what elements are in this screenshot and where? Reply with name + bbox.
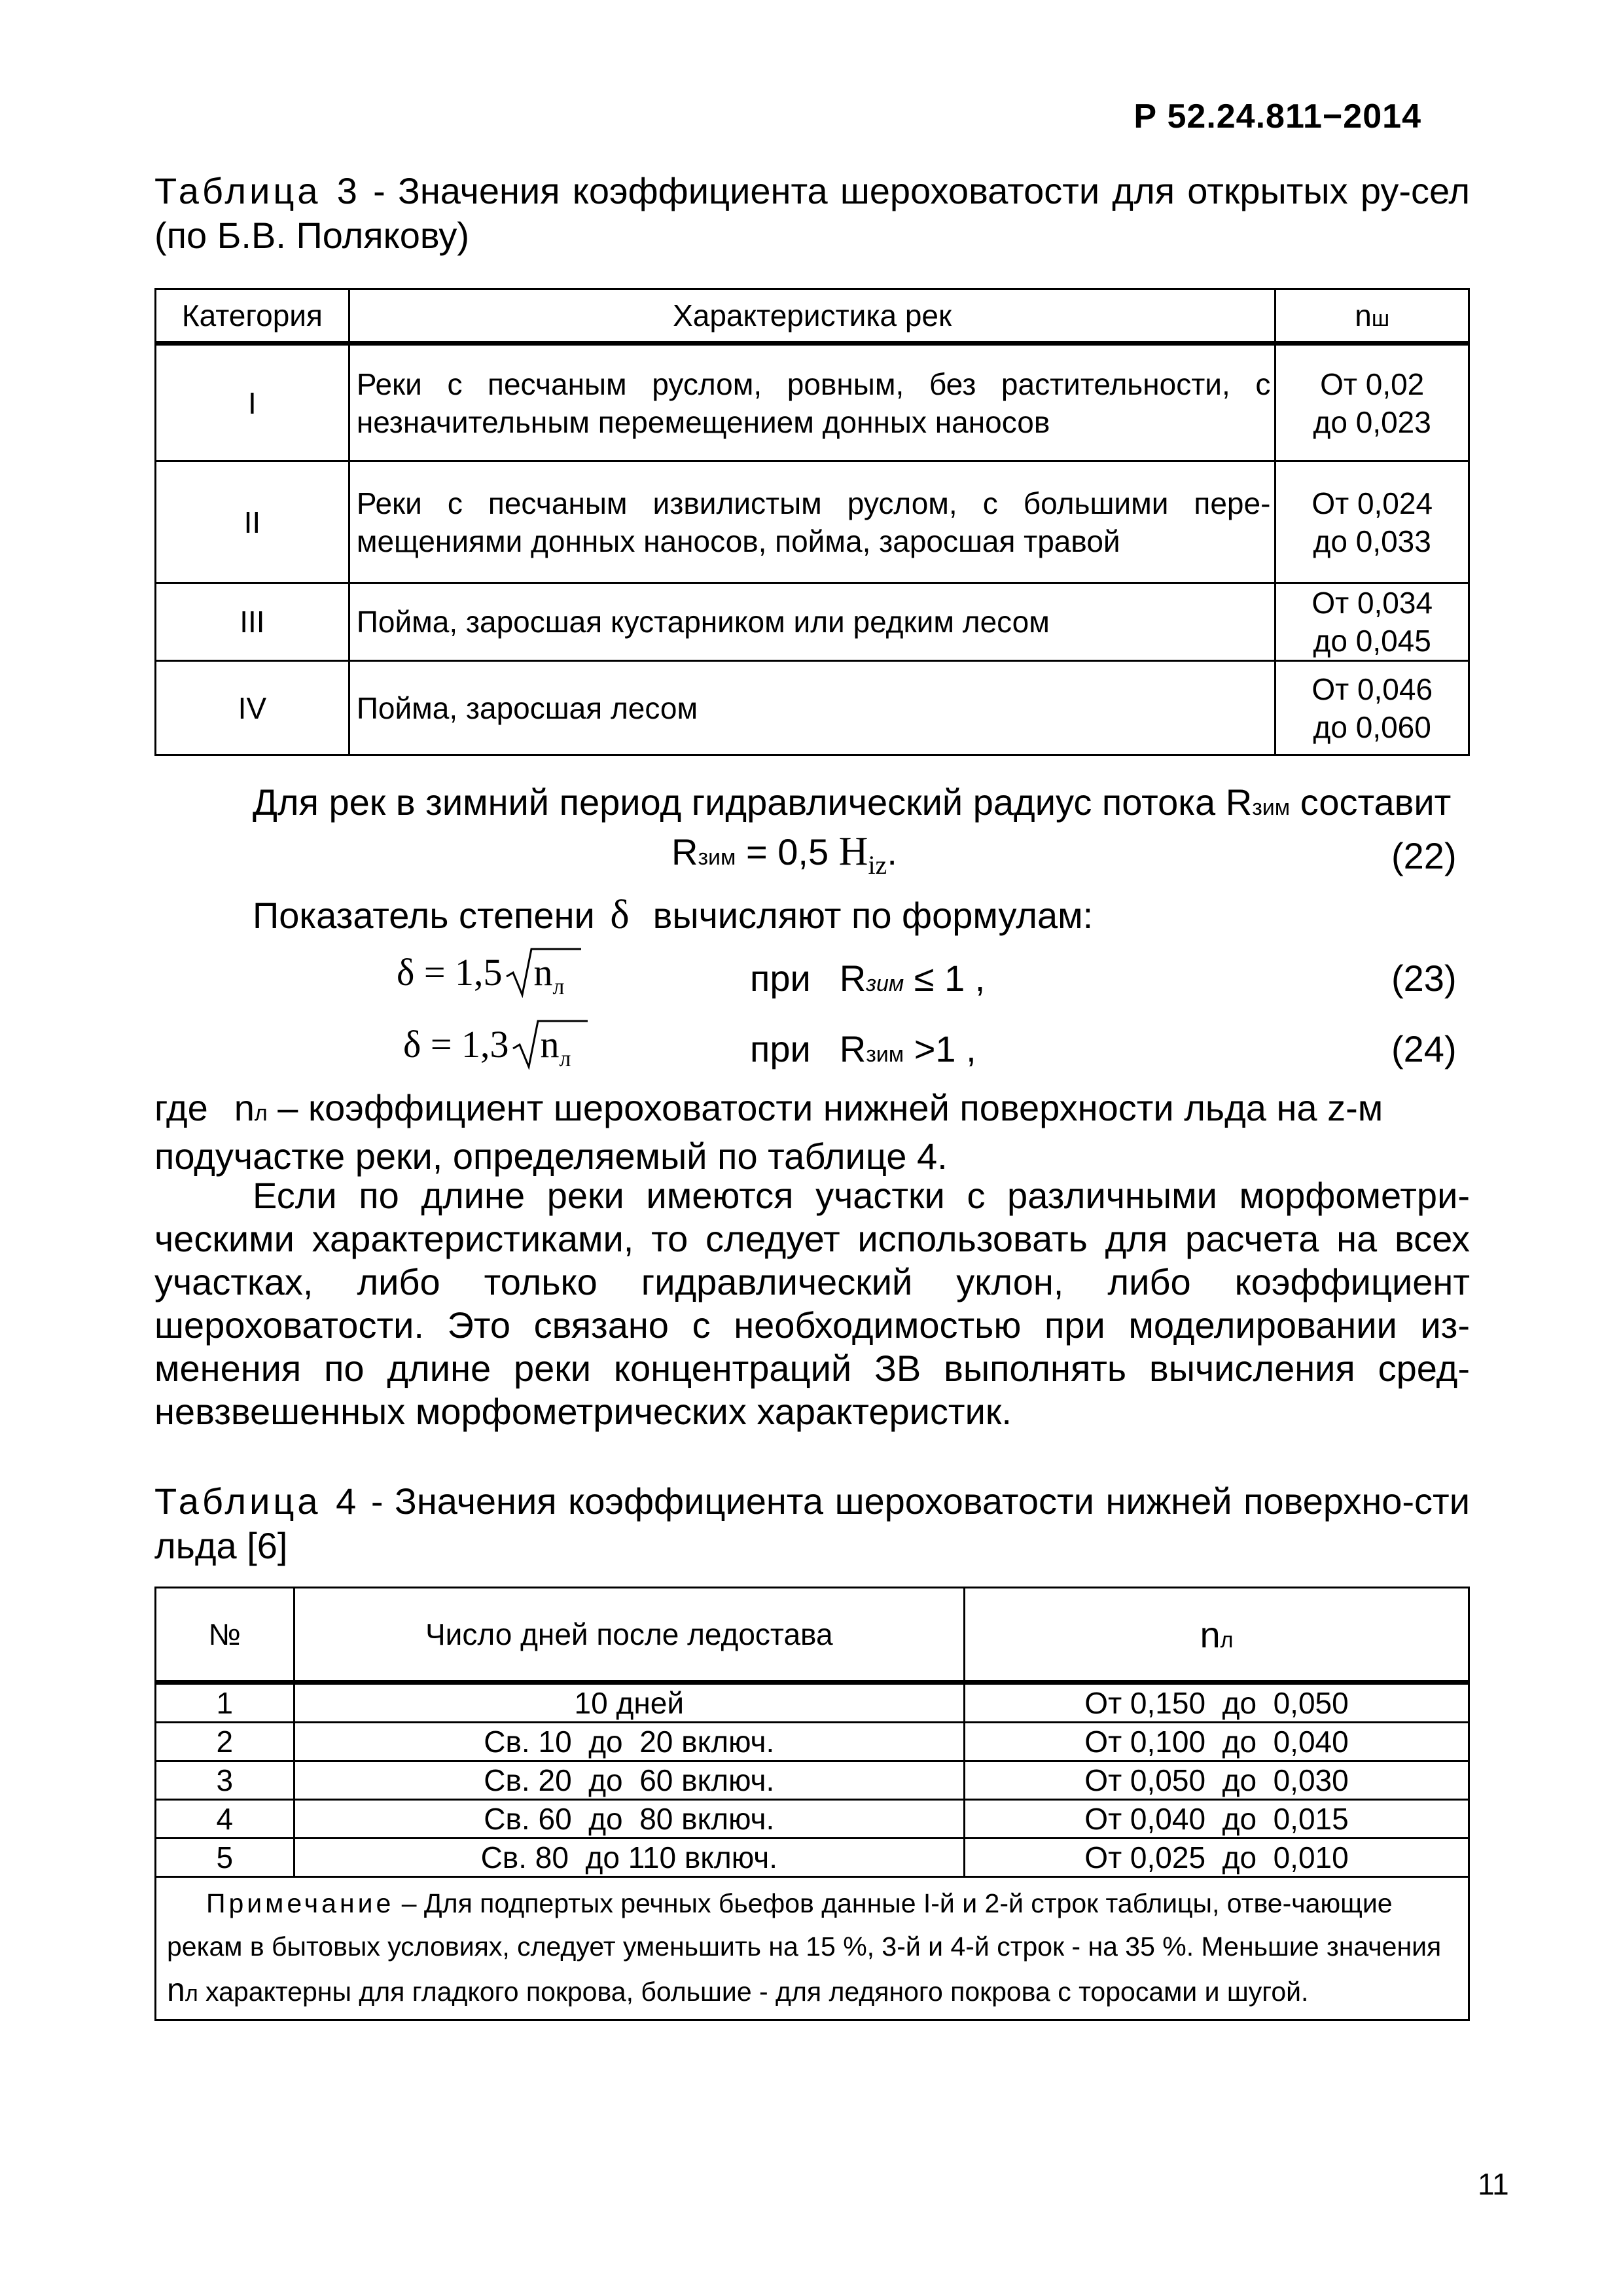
- delta-symbol: δ: [610, 893, 630, 937]
- formula-22-R: R: [671, 831, 698, 872]
- table3-caption-text: - Значения коэффициента шероховатости для открытых ру-сел (по Б.В. Полякову): [154, 170, 1470, 256]
- table3-header-characteristic: Характеристика рек: [349, 289, 1275, 344]
- formula-23-pri: при: [750, 958, 811, 999]
- formula-22-H-subscript: iz: [868, 850, 887, 880]
- table3-category-cell: III: [156, 583, 349, 661]
- formula-23-number: (23): [1391, 958, 1457, 999]
- formula-24-lhs: δ = 1,3: [403, 1023, 509, 1066]
- formula-24-n: n: [540, 1023, 560, 1066]
- formula-23-lhs: δ = 1,5: [397, 951, 503, 994]
- page-number: 11: [1478, 2167, 1509, 2201]
- formula-23-n: n: [533, 951, 553, 994]
- formula-24-pri: при: [750, 1028, 811, 1069]
- where-text2: подучастке реки, определяемый по таблице 4.: [154, 1136, 948, 1177]
- formula-24-n-subscript: л: [559, 1045, 571, 1071]
- table4-days-cell: Св. 60 до 80 включ.: [294, 1800, 964, 1839]
- table4-caption-label: Таблица 4: [154, 1480, 360, 1522]
- delta-intro: [253, 893, 1093, 937]
- where-n-subscript: л: [254, 1101, 268, 1126]
- table4-header-n-symbol: n: [1200, 1613, 1221, 1655]
- table4-caption-text: - Значения коэффициента шероховатости нижней поверхно-сти льда [6]: [154, 1480, 1470, 1566]
- table3-header-n: [1275, 289, 1469, 344]
- table4-header-num: №: [156, 1588, 294, 1683]
- formula-23-R: R: [839, 958, 866, 999]
- formula-24-R-subscript: зим: [866, 1042, 904, 1067]
- formula-24-condition: [750, 1028, 976, 1076]
- table-row: [156, 1761, 1469, 1800]
- sqrt-icon: [505, 946, 565, 1003]
- formula-22-dot: .: [887, 831, 897, 872]
- formula-22-H: H: [838, 829, 868, 874]
- table-row: [156, 1723, 1469, 1761]
- formula-23-condition: [750, 957, 985, 1005]
- formula-23-n-subscript: л: [552, 973, 565, 999]
- formula-22: [671, 830, 897, 879]
- table4-note: [156, 1877, 1469, 2020]
- where-lead: где: [154, 1087, 208, 1128]
- formula-24-number: (24): [1391, 1028, 1457, 1069]
- where-n: n: [234, 1087, 255, 1128]
- formula-intro-tail: составит: [1290, 781, 1452, 823]
- formula-22-R-subscript: зим: [698, 845, 736, 870]
- formula-intro-subscript: зим: [1252, 795, 1291, 820]
- table4-num-cell: 5: [156, 1839, 294, 1877]
- document-number: Р 52.24.811−2014: [1133, 98, 1421, 135]
- formula-22-equals: = 0,5: [736, 831, 839, 872]
- n-to: до 0,023: [1313, 404, 1431, 439]
- n-from: От 0,02: [1320, 367, 1425, 401]
- sqrt-icon: [512, 1018, 571, 1075]
- n-to: до 0,045: [1313, 624, 1431, 658]
- formula-22-number: (22): [1391, 835, 1457, 876]
- table3-category-cell: II: [156, 461, 349, 583]
- table4-num-cell: 1: [156, 1683, 294, 1723]
- formula-23-cond: ≤ 1 ,: [904, 958, 986, 999]
- table-row: [156, 583, 1469, 661]
- table-row: [156, 344, 1469, 461]
- formula-24-cond: >1 ,: [904, 1028, 976, 1069]
- formula-intro-text: Для рек в зимний период гидравлический радиус потока R: [253, 781, 1253, 823]
- table3-n-cell: [1275, 461, 1469, 583]
- n-from: От 0,046: [1311, 672, 1433, 706]
- table3-category-cell: IV: [156, 661, 349, 755]
- n-from: От 0,024: [1311, 486, 1433, 520]
- table4-num-cell: 3: [156, 1761, 294, 1800]
- table3-category-cell: I: [156, 344, 349, 461]
- table4-header-n: [965, 1588, 1469, 1683]
- table3-characteristic-cell: Реки с песчаным руслом, ровным, без растительности, с незначительным перемещением донных наносов: [349, 344, 1275, 461]
- formula-23: [397, 946, 565, 1003]
- table4-days-cell: Св. 10 до 20 включ.: [294, 1723, 964, 1761]
- table4-header-days: Число дней после ледостава: [294, 1588, 964, 1683]
- table4-days-cell: Св. 80 до 110 включ.: [294, 1839, 964, 1877]
- table3-n-cell: [1275, 344, 1469, 461]
- table4-value-cell: От 0,040 до 0,015: [965, 1800, 1469, 1839]
- where-text1: – коэффициент шероховатости нижней поверхности льда на z-м: [267, 1087, 1383, 1128]
- table3-caption-label: Таблица 3: [154, 170, 361, 211]
- table4-note-n-subscript: л: [185, 1981, 198, 2006]
- n-to: до 0,060: [1313, 709, 1431, 744]
- formula-24: [403, 1018, 571, 1075]
- delta-intro-b: вычисляют по формулам:: [652, 895, 1094, 936]
- table4-value-cell: От 0,150 до 0,050: [965, 1683, 1469, 1723]
- table4-note-text-b: характерны для гладкого покрова, большие - для ледяного покрова с торосами и шугой.: [198, 1977, 1309, 2007]
- table4-note-row: [156, 1877, 1469, 2020]
- table4-days-cell: 10 дней: [294, 1683, 964, 1723]
- table3-header-n-subscript: ш: [1371, 306, 1390, 331]
- table4-num-cell: 2: [156, 1723, 294, 1761]
- table4-caption: [154, 1479, 1470, 1568]
- table4-days-cell: Св. 20 до 60 включ.: [294, 1761, 964, 1800]
- table4-header-n-subscript: л: [1220, 1627, 1234, 1653]
- table3-n-cell: [1275, 583, 1469, 661]
- table3: [154, 288, 1470, 756]
- table4-value-cell: От 0,025 до 0,010: [965, 1839, 1469, 1877]
- table3-caption: [154, 169, 1470, 258]
- table3-header-category: Категория: [156, 289, 349, 344]
- table4-value-cell: От 0,050 до 0,030: [965, 1761, 1469, 1800]
- n-to: до 0,033: [1313, 524, 1431, 558]
- formula-24-R: R: [839, 1028, 866, 1069]
- table3-characteristic-cell: Пойма, заросшая кустарником или редким лесом: [349, 583, 1275, 661]
- table-row: [156, 1839, 1469, 1877]
- table-row: [156, 1683, 1469, 1723]
- body-paragraph: Если по длине реки имеются участки с различными морфометри-ческими характеристиками, то следует использовать для расчета на всех участках, либо только гидравлический уклон, либо коэффициент шероховатости. Это связано с необходимостью при моделировании из-менения по длине реки концентраций ЗВ выполнять вычисления сред-невзвешенных морфометрических характеристик.: [154, 1175, 1470, 1432]
- table-row: [156, 461, 1469, 583]
- n-from: От 0,034: [1311, 586, 1433, 620]
- where-clause: [154, 1086, 1470, 1178]
- table4-header-row: [156, 1588, 1469, 1683]
- table4-value-cell: От 0,100 до 0,040: [965, 1723, 1469, 1761]
- table4-note-label: Примечание: [206, 1888, 395, 1918]
- table3-characteristic-cell: Реки с песчаным извилистым руслом, с большими пере-мещениями донных наносов, пойма, заросшая травой: [349, 461, 1275, 583]
- table3-header-row: [156, 289, 1469, 344]
- delta-intro-a: Показатель степени: [253, 895, 605, 936]
- table4-num-cell: 4: [156, 1800, 294, 1839]
- table4-note-n: n: [167, 1971, 185, 2008]
- table-row: [156, 1800, 1469, 1839]
- table4: [154, 1587, 1470, 2021]
- formula-intro: [253, 781, 1470, 829]
- formula-23-R-subscript: зим: [866, 971, 904, 996]
- table4-note-text-a: – Для подпертых речных бьефов данные I-й и 2-й строк таблицы, отве-чающие рекам в бытовых условиях, следует уменьшить на 15 %, 3-й и 4-й строк - на 35 %. Меньшие значения: [167, 1888, 1442, 1962]
- table-row: [156, 661, 1469, 755]
- table3-n-cell: [1275, 661, 1469, 755]
- table3-characteristic-cell: Пойма, заросшая лесом: [349, 661, 1275, 755]
- table3-header-n-symbol: n: [1355, 298, 1372, 332]
